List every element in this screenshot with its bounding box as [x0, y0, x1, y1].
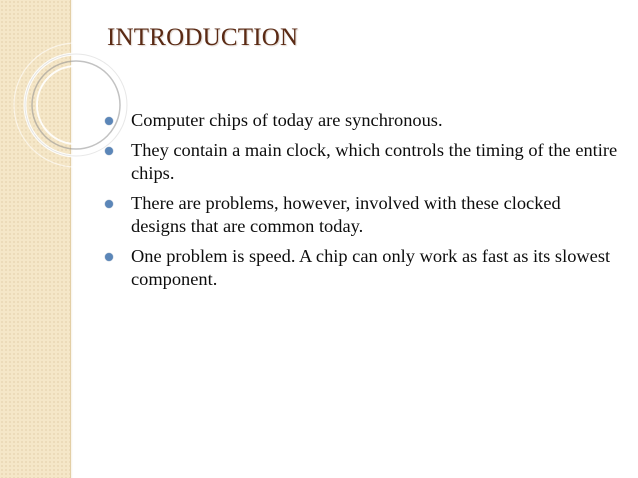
slide-title: INTRODUCTION	[107, 24, 299, 51]
bullet-text: One problem is speed. A chip can only work as fast as its slowest component.	[131, 246, 611, 289]
bullet-text: Computer chips of today are synchronous.	[131, 110, 443, 130]
list-item	[104, 245, 619, 291]
bullet-icon	[105, 253, 113, 261]
list-item	[104, 192, 619, 238]
bullet-icon	[105, 200, 113, 208]
list-item	[104, 109, 619, 132]
bullet-list	[104, 109, 619, 298]
list-item	[104, 139, 619, 185]
bullet-icon	[105, 117, 113, 125]
bullet-text: There are problems, however, involved with these clocked designs that are common today.	[131, 193, 561, 236]
bullet-text: They contain a main clock, which controls the timing of the entire chips.	[131, 140, 618, 183]
bullet-icon	[105, 147, 113, 155]
